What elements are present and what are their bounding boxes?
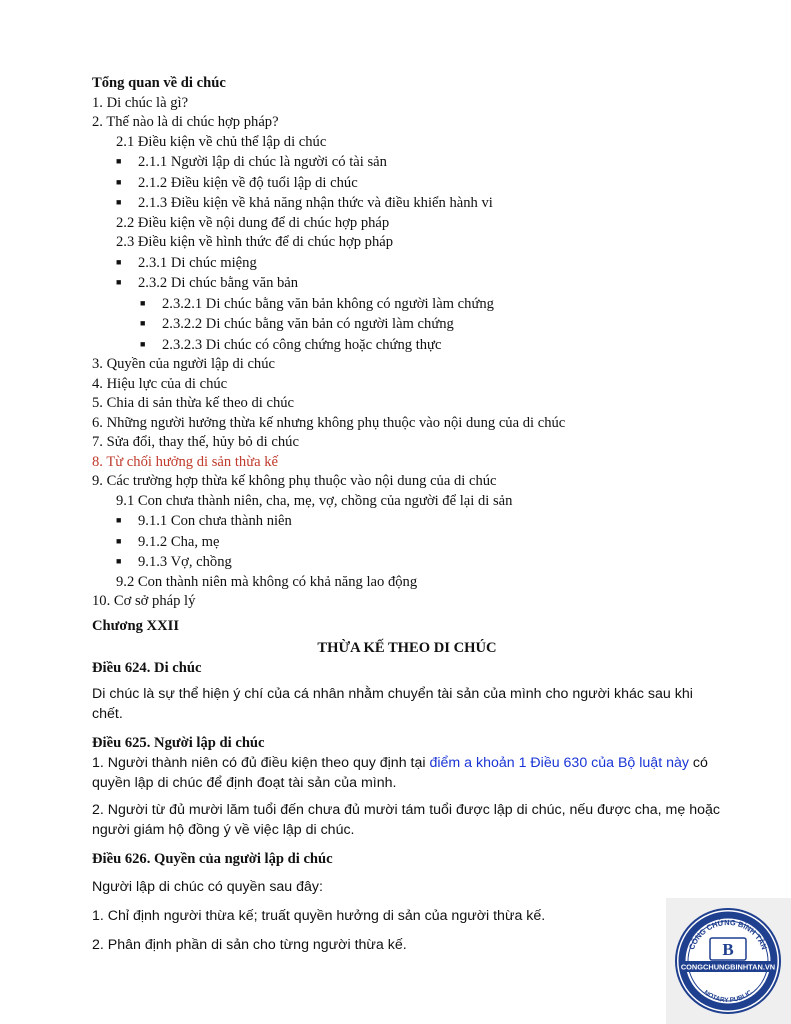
toc-title: Tổng quan về di chúc: [92, 75, 226, 91]
toc-item[interactable]: 2.3 Điều kiện về hình thức để di chúc hợp pháp: [116, 234, 394, 250]
bullet-icon: ■: [116, 515, 122, 525]
svg-text:B: B: [722, 940, 734, 959]
notary-seal-icon: [666, 898, 791, 1024]
toc-item[interactable]: 6. Những người hưởng thừa kế nhưng không phụ thuộc vào nội dung của di chúc: [92, 414, 566, 431]
toc-item[interactable]: ■ 9.1.2 Cha, mẹ: [116, 533, 220, 550]
toc-item[interactable]: 9.1 Con chưa thành niên, cha, mẹ, vợ, chồng của người để lại di sản: [116, 492, 513, 509]
svg-text:CONGCHUNGBINHTAN.VN: CONGCHUNGBINHTAN.VN: [680, 962, 776, 972]
article-626-paragraph-1: 1. Chỉ định người thừa kế; truất quyền hưởng di sản của người thừa kế.: [92, 908, 546, 924]
notary-stamp-watermark: [666, 898, 791, 1024]
toc-item[interactable]: 4. Hiệu lực của di chúc: [92, 375, 228, 392]
article-625-paragraph-2: 2. Người từ đủ mười lăm tuổi đến chưa đủ mười tám tuổi được lập di chúc, nếu được cha, mẹ hoặc người giám hộ đồng ý về việc lập di chúc.: [92, 802, 720, 838]
law-excerpt: [92, 616, 722, 955]
toc-item[interactable]: 10. Cơ sở pháp lý: [92, 593, 196, 609]
toc-item-active[interactable]: 8. Từ chối hưởng di sản thừa kế: [92, 453, 279, 470]
toc-item[interactable]: 7. Sửa đổi, thay thế, hủy bỏ di chúc: [92, 434, 299, 450]
toc-item[interactable]: ■ 2.1.3 Điều kiện về khả năng nhận thức và điều khiển hành vi: [116, 195, 493, 211]
toc-item[interactable]: 9. Các trường hợp thừa kế không phụ thuộc vào nội dung của di chúc: [92, 473, 497, 489]
table-of-contents: [92, 74, 732, 612]
toc-item[interactable]: ■ 2.3.2.1 Di chúc bằng văn bản không có người làm chứng: [140, 295, 494, 312]
bullet-icon: ■: [116, 535, 122, 546]
toc-item[interactable]: 5. Chia di sản thừa kế theo di chúc: [92, 395, 295, 411]
chapter-heading: Chương XXII: [92, 618, 179, 634]
toc-item[interactable]: ■ 2.3.2.3 Di chúc có công chứng hoặc chứng thực: [140, 336, 442, 353]
bullet-icon: ■: [116, 256, 122, 267]
toc-item[interactable]: ■ 2.3.2.2 Di chúc bằng văn bản có người làm chứng: [140, 316, 454, 332]
article-625-title: Điều 625. Người lập di chúc: [92, 735, 265, 751]
toc-item[interactable]: ■ 9.1.3 Vợ, chồng: [116, 554, 232, 570]
bullet-icon: ■: [140, 297, 146, 308]
toc-item[interactable]: ■ 2.1.1 Người lập di chúc là người có tài sản: [116, 154, 387, 170]
bullet-icon: ■: [140, 318, 146, 328]
bullet-icon: ■: [116, 556, 122, 566]
bullet-icon: ■: [116, 176, 122, 187]
article-626-paragraph-2: 2. Phân định phần di sản cho từng người thừa kế.: [92, 937, 407, 953]
toc-item[interactable]: ■ 2.3.1 Di chúc miệng: [116, 254, 257, 271]
article-625-paragraph-1: 1. Người thành niên có đủ điều kiện theo quy định tại điểm a khoản 1 Điều 630 của Bộ luật này có quyền lập di chúc để định đoạt tài sản của mình.: [92, 755, 708, 791]
bullet-icon: ■: [116, 197, 122, 207]
toc-item[interactable]: 2.1 Điều kiện về chủ thể lập di chúc: [116, 133, 327, 150]
article-626-intro: Người lập di chúc có quyền sau đây:: [92, 879, 323, 895]
bullet-icon: ■: [116, 156, 122, 166]
chapter-title: THỪA KẾ THEO DI CHÚC: [317, 640, 497, 656]
svg-text:CÔNG CHỨNG BÌNH TÂN: CÔNG CHỨNG BÌNH TÂN: [687, 917, 769, 951]
toc-item[interactable]: ■ 2.3.2 Di chúc bằng văn bản: [116, 275, 299, 291]
toc-item[interactable]: 2.2 Điều kiện về nội dung để di chúc hợp pháp: [116, 214, 390, 231]
toc-item[interactable]: ■ 2.1.2 Điều kiện về độ tuổi lập di chúc: [116, 174, 358, 191]
toc-item[interactable]: 9.2 Con thành niên mà không có khả năng lao động: [116, 573, 418, 590]
article-624-title: Điều 624. Di chúc: [92, 660, 202, 676]
legal-reference-link[interactable]: điểm a khoản 1 Điều 630 của Bộ luật này: [429, 755, 689, 771]
bullet-icon: ■: [116, 277, 122, 287]
article-624-body: Di chúc là sự thể hiện ý chí của cá nhân nhằm chuyển tài sản của mình cho người khác sau khi chết.: [92, 686, 693, 722]
toc-item[interactable]: ■ 9.1.1 Con chưa thành niên: [116, 513, 292, 529]
svg-text:NOTARY PUBLIC: NOTARY PUBLIC: [702, 989, 754, 1005]
article-626-title: Điều 626. Quyền của người lập di chúc: [92, 851, 333, 867]
toc-item[interactable]: 3. Quyền của người lập di chúc: [92, 356, 275, 372]
toc-item[interactable]: 2. Thế nào là di chúc hợp pháp?: [92, 114, 279, 130]
toc-item[interactable]: 1. Di chúc là gì?: [92, 94, 189, 111]
bullet-icon: ■: [140, 338, 146, 349]
